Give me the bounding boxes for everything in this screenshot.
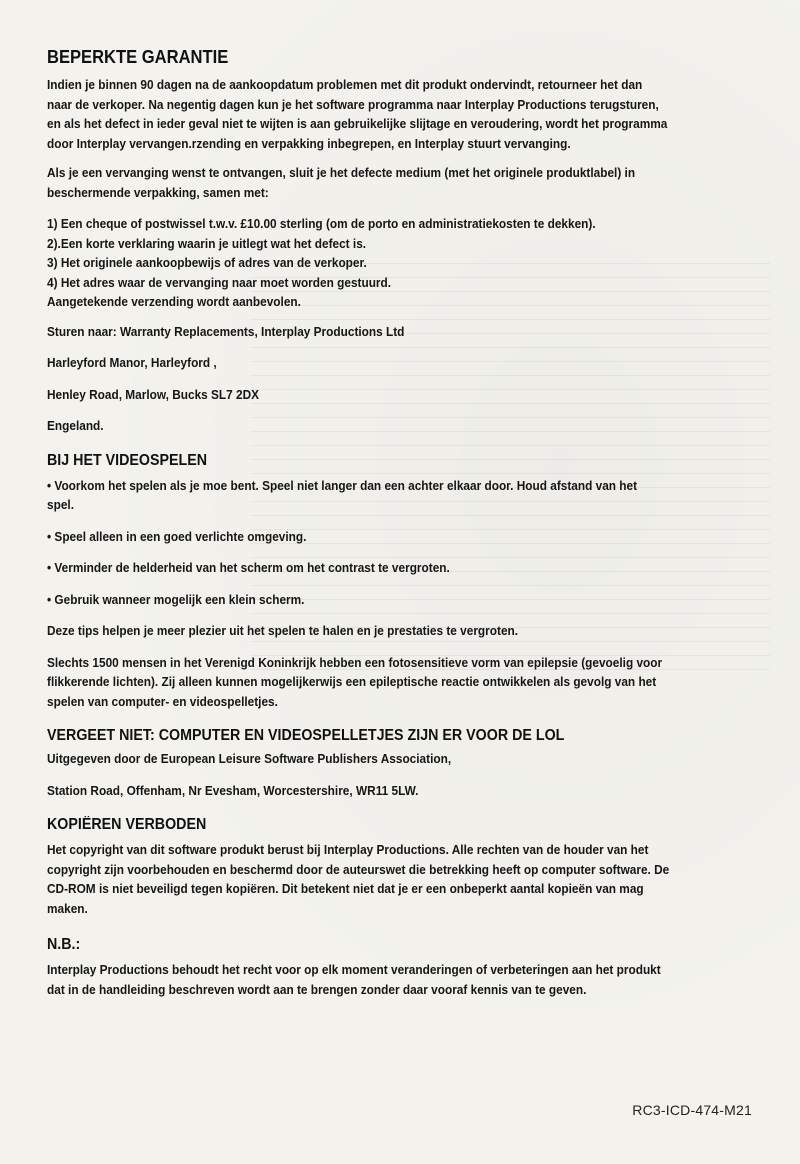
epilepsy-line: flikkerende lichten). Zij alleen kunnen mogelijkerwijs een epileptische reactie ontwikkelen als gevolg van het <box>47 675 657 689</box>
elspa-line: Uitgegeven door de European Leisure Software Publishers Association, <box>47 752 452 766</box>
bullet-line: • Voorkom het spelen als je moe bent. Speel niet langer dan een achter elkaar door. Houd afstand van het <box>47 478 638 493</box>
list-item: 2).Een korte verklaring waarin je uitlegt wat het defect is. <box>47 236 367 251</box>
warranty-paragraph-line: en als het defect in ieder geval niet te wijten is aan gebruikelijke slijtage en veroudering, wordt het programma <box>47 117 668 131</box>
nb-line: dat in de handleiding beschreven wordt aan te brengen zonder daar vooraf kennis van te geven. <box>47 982 587 997</box>
replacement-paragraph-line: Als je een vervanging wenst te ontvangen, sluit je het defecte medium (met het originele produktlabel) in <box>47 166 636 180</box>
send-to-line: Sturen naar: Warranty Replacements, Interplay Productions Ltd <box>47 324 405 339</box>
epilepsy-line: spelen van computer- en videospelletjes. <box>47 694 278 709</box>
address-line: Harleyford Manor, Harleyford , <box>47 356 217 370</box>
address-line: Henley Road, Marlow, Bucks SL7 2DX <box>47 387 260 402</box>
gaming-heading: BIJ HET VIDEOSPELEN <box>47 451 208 469</box>
warranty-paragraph-line: naar de verkoper. Na negentig dagen kun je het software programma naar Interplay Productions terugsturen, <box>47 97 659 112</box>
tips-line: Deze tips helpen je meer plezier uit het spelen te halen en je prestaties te vergroten. <box>47 624 519 638</box>
epilepsy-line: Slechts 1500 mensen in het Verenigd Koninkrijk hebben een fotosensitieve vorm van epilepsie (gevoelig voor <box>47 655 663 670</box>
registered-note: Aangetekende verzending wordt aanbevolen. <box>47 295 301 309</box>
copy-line: Het copyright van dit software produkt berust bij Interplay Productions. Alle rechten van de houder van het <box>47 843 649 857</box>
address-line: Engeland. <box>47 419 104 433</box>
list-item: 3) Het originele aankoopbewijs of adres van de verkoper. <box>47 256 367 270</box>
document-body <box>47 46 767 1000</box>
elspa-heading: VERGEET NIET: COMPUTER EN VIDEOSPELLETJES ZIJN ER VOOR DE LOL <box>47 727 565 744</box>
copy-line: CD-ROM is niet beveiligd tegen kopiëren. Dit betekent niet dat je er een onbeperkt aantal kopieën van mag <box>47 882 644 896</box>
nb-heading: N.B.: <box>47 936 81 953</box>
nb-line: Interplay Productions behoudt het recht voor op elk moment veranderingen of verbeteringen aan het produkt <box>47 963 661 977</box>
elspa-line: Station Road, Offenham, Nr Evesham, Worcestershire, WR11 5LW. <box>47 783 419 798</box>
replacement-paragraph-line: beschermende verpakking, samen met: <box>47 185 269 200</box>
bullet-line: • Gebruik wanneer mogelijk een klein scherm. <box>47 592 305 607</box>
warranty-heading: BEPERKTE GARANTIE <box>47 47 229 67</box>
bullet-line: spel. <box>47 498 74 512</box>
list-item: 4) Het adres waar de vervanging naar moet worden gestuurd. <box>47 275 392 290</box>
bullet-line: • Verminder de helderheid van het scherm om het contrast te vergroten. <box>47 561 450 575</box>
warranty-paragraph-line: door Interplay vervangen.rzending en verpakking inbegrepen, en Interplay stuurt vervanging. <box>47 136 571 151</box>
warranty-paragraph-line: Indien je binnen 90 dagen na de aankoopdatum problemen met dit produkt ondervindt, retourneer het dan <box>47 78 643 92</box>
copy-heading: KOPIËREN VERBODEN <box>47 816 207 833</box>
list-item: 1) Een cheque of postwissel t.w.v. £10.00 sterling (om de porto en administratiekosten te dekken). <box>47 217 596 231</box>
copy-line: copyright zijn voorbehouden en beschermd door de auteurswet die betrekking heeft op computer software. De <box>47 862 670 877</box>
bullet-line: • Speel alleen in een goed verlichte omgeving. <box>47 529 307 544</box>
document-code: RC3-ICD-474-M21 <box>632 1102 752 1118</box>
copy-line: maken. <box>47 901 88 916</box>
